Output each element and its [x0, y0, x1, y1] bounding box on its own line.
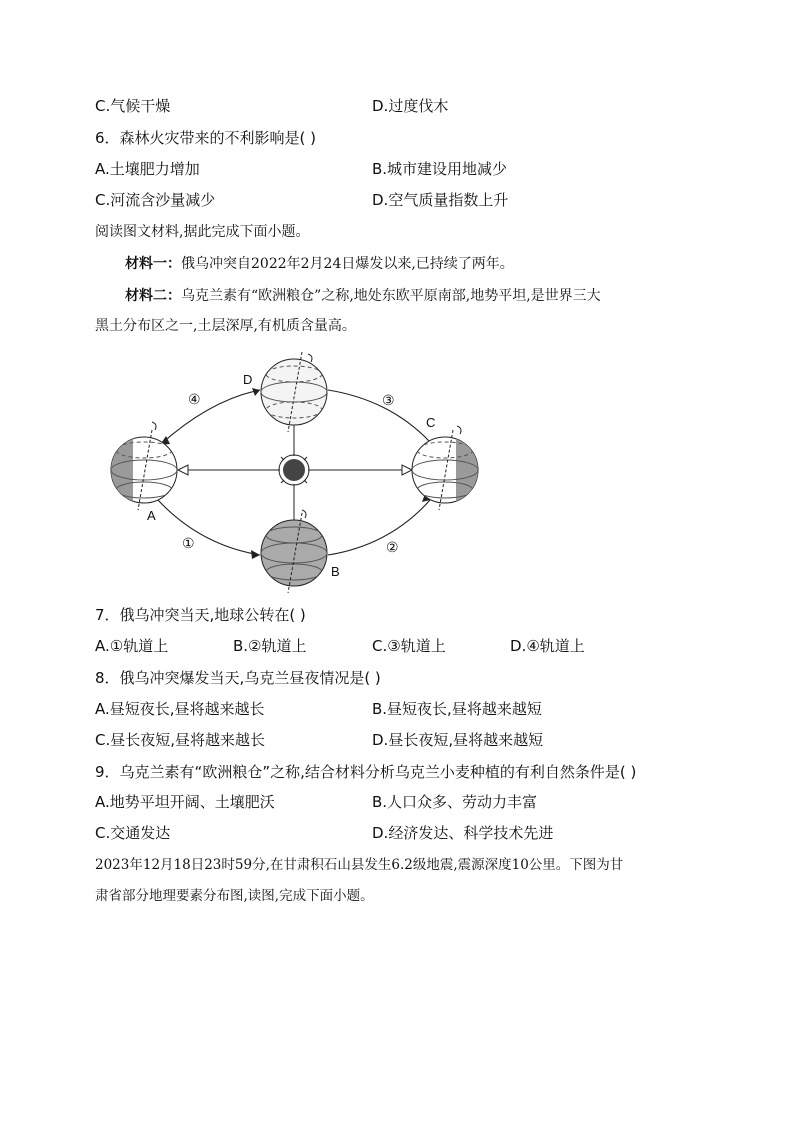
- q7-stem: 7．俄乌冲突当天,地球公转在( ): [95, 606, 306, 624]
- label-a: A: [147, 508, 156, 523]
- q5-option-c: C.气候干燥: [95, 97, 171, 115]
- q7-option-c: C.③轨道上: [372, 637, 446, 655]
- arrow-to-c: [402, 465, 412, 475]
- arrow-to-a: [178, 465, 188, 475]
- material2-text-line2: 黑土分布区之一,土层深厚,有机质含量高。: [95, 318, 356, 334]
- q7-option-a: A.①轨道上: [95, 637, 169, 655]
- passage1-material1: [125, 254, 514, 274]
- q8-option-a: A.昼短夜长,昼将越来越长: [95, 700, 265, 718]
- sun-icon: [276, 452, 312, 488]
- orbit-label-1: ①: [182, 535, 195, 551]
- q8-stem: 8．俄乌冲突爆发当天,乌克兰昼夜情况是( ): [95, 669, 381, 687]
- q9-option-c: C.交通发达: [95, 824, 171, 842]
- passage2-line1: 2023年12月18日23时59分,在甘肃积石山县发生6.2级地震,震源深度10公里。下图为甘: [95, 857, 624, 873]
- earth-c: [412, 426, 478, 510]
- q6-option-c: C.河流含沙量减少: [95, 191, 216, 209]
- material1-text: 俄乌冲突自2022年2月24日爆发以来,已持续了两年。: [181, 256, 514, 272]
- q6-option-b: B.城市建设用地减少: [372, 160, 508, 178]
- q7-option-d: D.④轨道上: [510, 637, 585, 655]
- q6-stem: 6．森林火灾带来的不利影响是( ): [95, 129, 317, 147]
- q8-option-b: B.昼短夜长,昼将越来越短: [372, 700, 542, 718]
- earth-orbit-diagram: [100, 350, 490, 599]
- orbit-label-4: ④: [188, 391, 201, 407]
- orbit-label-3: ③: [382, 392, 395, 408]
- earth-d: [261, 352, 327, 432]
- orbit-label-2: ②: [386, 539, 399, 555]
- q5-option-d: D.过度伐木: [372, 97, 449, 115]
- q8-option-d: D.昼长夜短,昼将越来越短: [372, 731, 544, 749]
- q9-option-d: D.经济发达、科学技术先进: [372, 824, 554, 842]
- passage2-line2: 肃省部分地理要素分布图,读图,完成下面小题。: [95, 888, 374, 904]
- q9-stem: 9．乌克兰素有“欧洲粮仓”之称,结合材料分析乌克兰小麦种植的有利自然条件是( ): [95, 763, 637, 781]
- q9-option-b: B.人口众多、劳动力丰富: [372, 793, 538, 811]
- q8-option-c: C.昼长夜短,昼将越来越长: [95, 731, 266, 749]
- q6-option-d: D.空气质量指数上升: [372, 191, 509, 209]
- label-d: D: [243, 372, 253, 387]
- earth-b: [261, 510, 327, 593]
- material2-label: 材料二：: [125, 288, 181, 304]
- label-b: B: [331, 564, 340, 579]
- earth-a: [111, 422, 177, 510]
- q6-option-a: A.土壤肥力增加: [95, 160, 200, 178]
- q7-option-b: B.②轨道上: [233, 637, 307, 655]
- passage1-material2: [125, 286, 601, 306]
- label-c: C: [426, 415, 436, 430]
- material1-label: 材料一：: [125, 256, 181, 272]
- passage1-intro: 阅读图文材料,据此完成下面小题。: [95, 224, 310, 240]
- material2-text-line1: 乌克兰素有“欧洲粮仓”之称,地处东欧平原南部,地势平坦,是世界三大: [181, 288, 601, 304]
- q9-option-a: A.地势平坦开阔、土壤肥沃: [95, 793, 275, 811]
